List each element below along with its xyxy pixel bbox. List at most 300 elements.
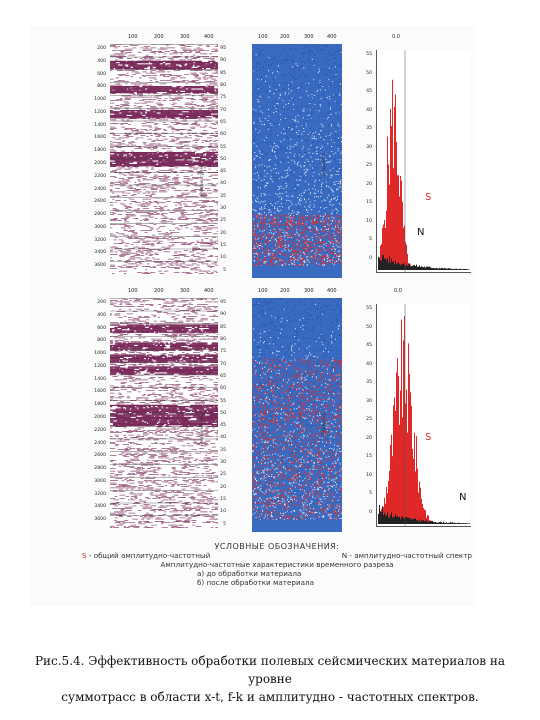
seismic-trace bbox=[193, 112, 195, 113]
seismic-trace bbox=[170, 259, 174, 260]
fk-speckle bbox=[328, 102, 329, 103]
fk-speckle bbox=[272, 203, 273, 204]
seismic-trace bbox=[122, 50, 127, 51]
seismic-trace bbox=[150, 196, 153, 197]
seismic-trace bbox=[113, 63, 118, 64]
seismic-trace bbox=[195, 66, 198, 67]
fk-speckle bbox=[291, 90, 292, 91]
seismic-trace bbox=[110, 252, 113, 253]
fk-speckle bbox=[330, 184, 331, 185]
seismic-trace bbox=[144, 183, 151, 184]
fk-speckle bbox=[322, 125, 323, 126]
seismic-trace bbox=[156, 103, 162, 104]
seismic-trace bbox=[125, 123, 128, 124]
fk-speckle bbox=[279, 98, 280, 99]
fk-speckle bbox=[279, 211, 280, 212]
fk-speckle bbox=[282, 160, 283, 161]
seismic-trace bbox=[171, 104, 174, 105]
fk-speckle bbox=[287, 54, 288, 55]
fk-speckle bbox=[310, 205, 311, 206]
seismic-trace bbox=[128, 55, 135, 56]
fk-speckle bbox=[264, 166, 265, 167]
fk-speckle bbox=[256, 158, 257, 159]
fk-speckle bbox=[264, 262, 265, 263]
fk-speckle bbox=[289, 239, 290, 240]
top-fk-axis-title: Frequency (Hz) bbox=[200, 162, 205, 196]
fk-speckle bbox=[306, 135, 307, 136]
seismic-trace bbox=[120, 104, 124, 105]
fk-speckle bbox=[302, 110, 303, 111]
fk-speckle bbox=[335, 155, 336, 156]
seismic-trace bbox=[177, 88, 186, 89]
fk-speckle bbox=[290, 59, 291, 60]
fk-speckle bbox=[327, 261, 328, 262]
seismic-trace bbox=[180, 144, 183, 145]
seismic-trace bbox=[138, 205, 143, 206]
fk-speckle bbox=[253, 249, 254, 250]
fk-speckle bbox=[260, 202, 261, 203]
seismic-trace bbox=[110, 163, 112, 164]
fk-speckle bbox=[306, 76, 307, 77]
fk-speckle bbox=[310, 206, 311, 207]
fk-speckle bbox=[288, 127, 289, 128]
seismic-trace bbox=[117, 147, 122, 148]
seismic-trace bbox=[127, 73, 129, 74]
fk-speckle bbox=[317, 147, 318, 148]
fk-speckle bbox=[275, 150, 276, 151]
fk-speckle bbox=[330, 55, 331, 56]
seismic-trace bbox=[130, 129, 133, 130]
fk-speckle bbox=[290, 70, 291, 71]
seismic-trace bbox=[195, 158, 202, 159]
fk-speckle bbox=[260, 114, 261, 115]
seismic-trace bbox=[110, 171, 116, 172]
seismic-trace bbox=[164, 235, 169, 236]
fk-speckle bbox=[288, 175, 289, 176]
seismic-trace bbox=[178, 237, 184, 238]
seismic-trace bbox=[110, 70, 112, 71]
fk-speckle bbox=[289, 148, 290, 149]
seismic-trace bbox=[113, 123, 119, 124]
seismic-trace bbox=[171, 48, 176, 49]
seismic-trace bbox=[193, 169, 197, 170]
fk-speckle bbox=[285, 89, 286, 90]
seismic-trace bbox=[172, 57, 179, 58]
fk-speckle bbox=[257, 98, 258, 99]
seismic-trace bbox=[136, 177, 142, 178]
seismic-trace bbox=[178, 219, 181, 220]
fk-speckle bbox=[293, 92, 294, 93]
seismic-trace bbox=[137, 241, 141, 242]
fk-speckle bbox=[294, 126, 295, 127]
seismic-trace bbox=[144, 266, 151, 267]
seismic-trace bbox=[201, 196, 207, 197]
fk-speckle bbox=[291, 49, 292, 50]
seismic-trace bbox=[154, 78, 156, 79]
seismic-trace bbox=[136, 166, 139, 167]
fk-speckle bbox=[307, 259, 308, 260]
fk-speckle bbox=[308, 83, 309, 84]
fk-speckle bbox=[327, 256, 328, 257]
fk-speckle bbox=[292, 264, 293, 265]
fk-speckle bbox=[289, 216, 290, 217]
fk-speckle bbox=[281, 70, 282, 71]
fk-speckle bbox=[316, 199, 317, 200]
fk-speckle bbox=[334, 137, 335, 138]
fk-speckle bbox=[312, 98, 313, 99]
seismic-trace bbox=[191, 183, 196, 184]
fk-speckle bbox=[262, 252, 263, 253]
seismic-trace bbox=[194, 104, 196, 105]
fk-speckle bbox=[285, 94, 286, 95]
fk-speckle bbox=[261, 201, 262, 202]
fk-speckle bbox=[257, 101, 258, 102]
fk-speckle bbox=[280, 253, 281, 254]
fk-speckle bbox=[308, 47, 309, 48]
fk-speckle bbox=[307, 155, 308, 156]
fk-speckle bbox=[282, 208, 283, 209]
seismic-trace bbox=[188, 196, 190, 197]
fk-speckle bbox=[340, 56, 341, 57]
fk-speckle bbox=[295, 125, 296, 126]
fk-speckle bbox=[297, 136, 298, 137]
fk-speckle bbox=[266, 215, 267, 216]
fk-speckle bbox=[326, 207, 327, 208]
fk-speckle bbox=[306, 209, 307, 210]
seismic-trace bbox=[164, 217, 167, 218]
fk-speckle bbox=[309, 55, 310, 56]
fk-speckle bbox=[300, 92, 301, 93]
fk-speckle bbox=[256, 54, 257, 55]
seismic-trace bbox=[142, 201, 144, 202]
seismic-trace bbox=[121, 211, 124, 212]
fk-speckle bbox=[277, 134, 278, 135]
seismic-trace bbox=[186, 190, 188, 191]
fk-speckle bbox=[337, 203, 338, 204]
fk-speckle bbox=[335, 133, 336, 134]
fk-speckle bbox=[335, 131, 336, 132]
fk-speckle bbox=[293, 212, 294, 213]
fk-speckle bbox=[307, 245, 308, 246]
seismic-trace bbox=[142, 142, 146, 143]
fk-speckle bbox=[297, 87, 298, 88]
fk-speckle bbox=[273, 201, 274, 202]
seismic-trace bbox=[154, 206, 157, 207]
fk-speckle bbox=[263, 238, 264, 239]
fk-speckle bbox=[331, 212, 332, 213]
fk-speckle bbox=[296, 144, 297, 145]
fk-speckle bbox=[263, 201, 264, 202]
fk-speckle bbox=[338, 148, 339, 149]
fk-speckle bbox=[284, 206, 285, 207]
seismic-trace bbox=[110, 112, 119, 113]
fk-speckle bbox=[276, 106, 277, 107]
seismic-trace bbox=[182, 129, 187, 130]
fk-speckle bbox=[327, 162, 328, 163]
fk-speckle bbox=[295, 136, 296, 137]
seismic-trace bbox=[116, 232, 119, 233]
seismic-trace bbox=[193, 260, 195, 261]
fk-speckle bbox=[305, 227, 306, 228]
fk-speckle bbox=[268, 116, 269, 117]
fk-speckle bbox=[305, 62, 306, 63]
seismic-trace bbox=[179, 205, 182, 206]
fk-speckle bbox=[328, 70, 329, 71]
fk-speckle bbox=[291, 237, 292, 238]
fk-speckle bbox=[335, 65, 336, 66]
fk-speckle bbox=[292, 123, 293, 124]
fk-speckle bbox=[330, 205, 331, 206]
seismic-trace bbox=[131, 256, 135, 257]
fk-speckle bbox=[273, 265, 274, 266]
fk-speckle bbox=[302, 136, 303, 137]
seismic-trace bbox=[141, 225, 147, 226]
fk-speckle bbox=[264, 156, 265, 157]
seismic-trace bbox=[161, 160, 166, 161]
seismic-trace bbox=[173, 93, 179, 94]
fk-speckle bbox=[313, 112, 314, 113]
fk-speckle bbox=[262, 231, 263, 232]
seismic-trace bbox=[146, 199, 151, 200]
fk-speckle bbox=[340, 108, 341, 109]
fk-speckle bbox=[261, 150, 262, 151]
seismic-trace bbox=[142, 126, 148, 127]
seismic-trace bbox=[139, 264, 143, 265]
fk-speckle bbox=[264, 46, 265, 47]
seismic-trace bbox=[185, 136, 187, 137]
seismic-trace bbox=[126, 237, 132, 238]
seismic-trace bbox=[168, 182, 174, 183]
seismic-trace bbox=[127, 250, 132, 251]
fk-speckle bbox=[307, 105, 308, 106]
seismic-trace bbox=[183, 204, 186, 205]
seismic-trace bbox=[124, 225, 130, 226]
fk-speckle bbox=[292, 61, 293, 62]
fk-speckle bbox=[302, 48, 303, 49]
fk-speckle bbox=[313, 66, 314, 67]
seismic-trace bbox=[130, 253, 137, 254]
y-tick: 800 bbox=[97, 84, 106, 90]
fk-speckle bbox=[255, 56, 256, 57]
seismic-trace bbox=[170, 170, 172, 171]
fk-speckle bbox=[322, 193, 323, 194]
seismic-trace bbox=[143, 85, 147, 86]
seismic-trace bbox=[159, 157, 161, 158]
fk-speckle bbox=[269, 91, 270, 92]
seismic-trace bbox=[152, 130, 157, 131]
seismic-trace bbox=[136, 132, 142, 133]
seismic-trace bbox=[203, 130, 207, 131]
fk-speckle bbox=[288, 131, 289, 132]
fk-speckle bbox=[303, 146, 304, 147]
seismic-trace bbox=[162, 100, 166, 101]
fk-speckle bbox=[305, 48, 306, 49]
fk-speckle bbox=[278, 57, 279, 58]
seismic-trace bbox=[118, 164, 122, 165]
fk-speckle bbox=[261, 175, 262, 176]
seismic-trace bbox=[151, 73, 156, 74]
seismic-trace bbox=[114, 48, 118, 49]
fk-speckle bbox=[318, 134, 319, 135]
fk-speckle bbox=[259, 245, 260, 246]
fk-speckle bbox=[312, 59, 313, 60]
seismic-trace bbox=[119, 85, 123, 86]
seismic-trace bbox=[164, 271, 169, 272]
fk-speckle bbox=[328, 59, 329, 60]
fk-speckle bbox=[337, 183, 338, 184]
seismic-trace bbox=[145, 232, 148, 233]
seismic-trace bbox=[151, 187, 154, 188]
seismic-trace bbox=[168, 157, 172, 158]
fk-speckle bbox=[301, 67, 302, 68]
fk-speckle bbox=[267, 183, 268, 184]
fk-speckle bbox=[265, 204, 266, 205]
fk-speckle bbox=[304, 105, 305, 106]
seismic-trace bbox=[193, 73, 196, 74]
seismic-trace bbox=[196, 210, 199, 211]
seismic-trace bbox=[201, 156, 206, 157]
seismic-trace bbox=[154, 117, 159, 118]
fk-speckle bbox=[297, 163, 298, 164]
seismic-trace bbox=[130, 230, 136, 231]
fk-speckle bbox=[286, 59, 287, 60]
fk-speckle bbox=[304, 152, 305, 153]
fk-speckle bbox=[267, 211, 268, 212]
seismic-trace bbox=[135, 168, 138, 169]
fk-speckle bbox=[280, 141, 281, 142]
seismic-trace bbox=[195, 76, 198, 77]
fk-speckle bbox=[299, 208, 300, 209]
fk-speckle bbox=[310, 192, 311, 193]
seismic-trace bbox=[205, 123, 207, 124]
seismic-trace bbox=[201, 240, 203, 241]
seismic-trace bbox=[152, 164, 155, 165]
seismic-trace bbox=[160, 211, 163, 212]
fk-speckle bbox=[338, 64, 339, 65]
fk-speckle bbox=[300, 174, 301, 175]
seismic-trace bbox=[126, 157, 134, 158]
fk-speckle bbox=[319, 180, 320, 181]
seismic-trace bbox=[121, 91, 127, 92]
seismic-trace bbox=[136, 265, 139, 266]
seismic-trace bbox=[138, 212, 142, 213]
fk-speckle bbox=[280, 93, 281, 94]
fk-speckle bbox=[304, 262, 305, 263]
seismic-trace bbox=[160, 222, 167, 223]
seismic-trace bbox=[137, 175, 144, 176]
fk-speckle bbox=[335, 171, 336, 172]
seismic-trace bbox=[154, 129, 160, 130]
seismic-trace bbox=[142, 244, 148, 245]
fk-speckle bbox=[294, 84, 295, 85]
seismic-trace bbox=[202, 87, 208, 88]
fk-speckle bbox=[285, 136, 286, 137]
seismic-trace bbox=[129, 199, 134, 200]
seismic-trace bbox=[124, 252, 131, 253]
seismic-trace bbox=[182, 138, 189, 139]
seismic-trace bbox=[120, 56, 126, 57]
fk-speckle bbox=[292, 82, 293, 83]
fk-speckle bbox=[293, 76, 294, 77]
fk-speckle bbox=[268, 64, 269, 65]
fk-speckle bbox=[266, 90, 267, 91]
seismic-trace bbox=[182, 243, 186, 244]
fk-speckle bbox=[340, 52, 341, 53]
fk-speckle bbox=[313, 164, 314, 165]
fk-speckle bbox=[339, 161, 340, 162]
panel-graphic bbox=[110, 44, 218, 274]
fk-speckle bbox=[260, 149, 261, 150]
seismic-trace bbox=[198, 45, 202, 46]
fk-speckle bbox=[313, 65, 314, 66]
fk-speckle bbox=[334, 61, 335, 62]
y-tick: 1400 bbox=[94, 122, 106, 128]
fk-speckle bbox=[312, 142, 313, 143]
seismic-trace bbox=[197, 228, 202, 229]
fk-speckle bbox=[304, 194, 305, 195]
seismic-trace bbox=[179, 118, 184, 119]
seismic-trace bbox=[132, 116, 138, 117]
seismic-trace bbox=[110, 224, 117, 225]
seismic-trace bbox=[193, 202, 199, 203]
seismic-trace bbox=[180, 117, 183, 118]
fk-speckle bbox=[275, 76, 276, 77]
fk-speckle bbox=[253, 209, 254, 210]
seismic-trace bbox=[114, 109, 120, 110]
fk-speckle bbox=[325, 131, 326, 132]
fk-speckle bbox=[328, 172, 329, 173]
fk-speckle bbox=[329, 87, 330, 88]
fk-speckle bbox=[308, 150, 309, 151]
fk-speckle bbox=[294, 167, 295, 168]
fk-speckle bbox=[337, 99, 338, 100]
seismic-trace bbox=[125, 249, 129, 250]
seismic-trace bbox=[136, 129, 139, 130]
fk-speckle bbox=[336, 72, 337, 73]
seismic-trace bbox=[153, 224, 156, 225]
seismic-trace bbox=[144, 206, 147, 207]
seismic-trace bbox=[124, 133, 127, 134]
seismic-trace bbox=[151, 168, 153, 169]
fk-speckle bbox=[341, 191, 342, 192]
fk-speckle bbox=[283, 89, 284, 90]
seismic-trace bbox=[124, 153, 126, 154]
fk-speckle bbox=[341, 64, 342, 65]
fk-speckle bbox=[283, 119, 284, 120]
fk-speckle bbox=[280, 95, 281, 96]
fk-speckle bbox=[268, 47, 269, 48]
seismic-trace bbox=[149, 237, 156, 238]
x-tick: 200 bbox=[154, 34, 164, 40]
fk-speckle bbox=[291, 190, 292, 191]
seismic-trace bbox=[136, 171, 140, 172]
seismic-trace bbox=[149, 92, 151, 93]
fk-speckle bbox=[265, 132, 266, 133]
fk-speckle bbox=[340, 94, 341, 95]
y-tick: 20 bbox=[220, 230, 226, 236]
seismic-trace bbox=[130, 45, 134, 46]
seismic-trace bbox=[128, 124, 131, 125]
fk-speckle bbox=[261, 78, 262, 79]
fk-speckle bbox=[257, 121, 258, 122]
fk-speckle bbox=[312, 121, 313, 122]
seismic-trace bbox=[142, 64, 145, 65]
seismic-trace bbox=[149, 153, 152, 154]
fk-speckle bbox=[341, 82, 342, 83]
y-tick: 15 bbox=[220, 243, 226, 249]
seismic-trace bbox=[150, 229, 154, 230]
seismic-trace bbox=[152, 61, 156, 62]
